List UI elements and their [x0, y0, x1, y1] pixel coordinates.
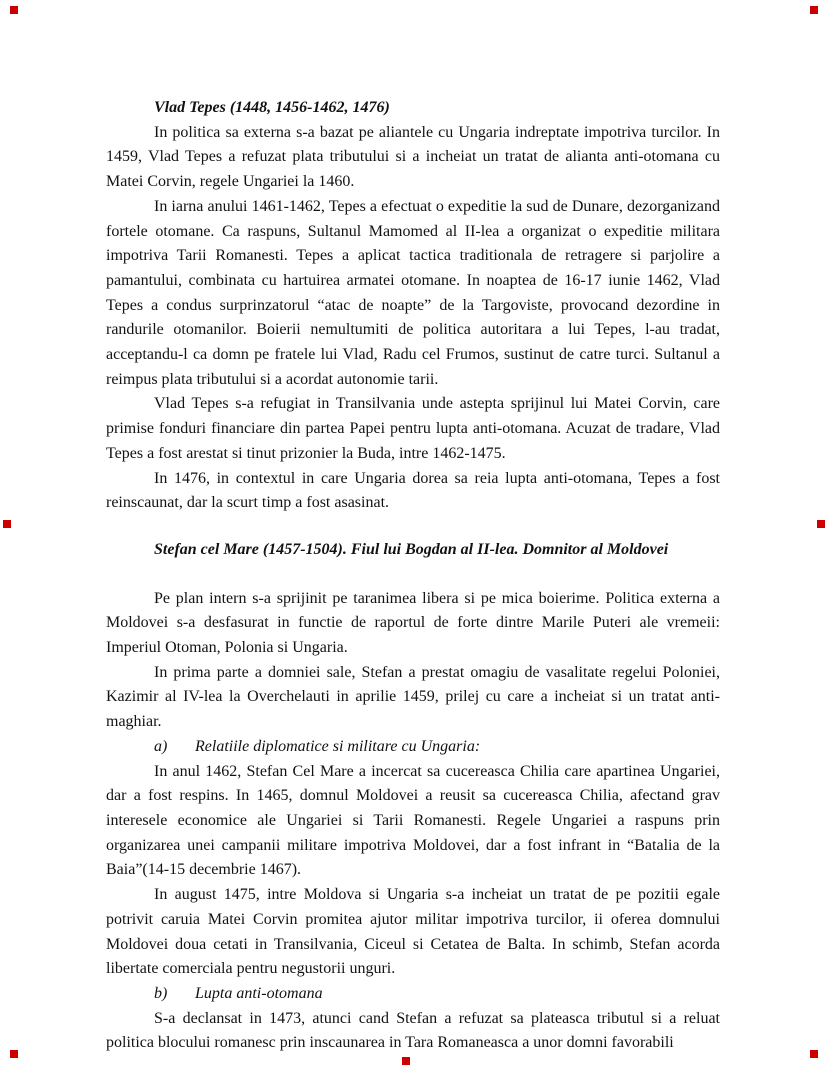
paragraph-vlad-1: In politica sa externa s-a bazat pe aliantele cu Ungaria indreptate impotriva turcilor. In 1459, Vlad Tepes a refuzat plata tributului si a incheiat un tratat de alianta anti-otomana cu Matei Corvin, regele Ungariei la 1460. — [106, 123, 720, 191]
paragraph-vlad-3: Vlad Tepes s-a refugiat in Transilvania unde astepta sprijinul lui Matei Corvin, care primise fonduri financiare din partea Papei pentru lupta anti-otomana. Acuzat de tradare, Vlad Tepes a fost arestat si tinut prizonier la Buda, intre 1462-1475. — [106, 395, 720, 462]
red-marker — [402, 1057, 410, 1065]
section-heading-stefan-cel-mare: Stefan cel Mare (1457-1504). Fiul lui Bogdan al II-lea. Domnitor al Moldovei — [154, 540, 669, 558]
paragraph-stefan-4: In august 1475, intre Moldova si Ungaria s-a incheiat un tratat de pe pozitii egale potrivit caruia Matei Corvin promitea ajutor militar impotriva turcilor, ii oferea domnului Moldovei doua cetati in Transilvania, Ciceul si Cetatea de Balta. In schimb, Stefan acorda libertate comerciala pentru negustorii unguri. — [106, 886, 720, 978]
list-item-b-marker: b) — [154, 984, 168, 1002]
paragraph-stefan-5: S-a declansat in 1473, atunci cand Stefan a refuzat sa plateasca tributul si a reluat politica blocului romanesc prin inscaunarea in Tara Romaneasca a unor domni favorabili — [106, 1009, 720, 1052]
list-item-a-marker: a) — [154, 737, 168, 755]
red-marker — [810, 1050, 818, 1058]
list-item-b-text: Lupta anti-otomana — [195, 984, 323, 1002]
section-heading-vlad-tepes: Vlad Tepes (1448, 1456-1462, 1476) — [154, 99, 390, 116]
red-marker — [10, 6, 18, 14]
red-marker — [817, 520, 825, 528]
red-marker — [3, 520, 11, 528]
paragraph-stefan-3: In anul 1462, Stefan Cel Mare a incercat sa cucereasca Chilia care apartinea Ungariei, dar a fost respins. In 1465, domnul Moldovei a reusit sa cucereasca Chilia, afectand grav interesele economice ale Ungariei si Tarii Romanesti. Regele Ungariei a raspuns prin organizarea unei campanii militare impotriva Moldovei, dar a fost infrant in “Batalia de la Baia”(14-15 decembrie 1467). — [106, 762, 720, 879]
list-item-a-text: Relatiile diplomatice si militare cu Ungaria: — [195, 737, 481, 755]
red-marker — [10, 1050, 18, 1058]
paragraph-vlad-4: In 1476, in contextul in care Ungaria dorea sa reia lupta anti-otomana, Tepes a fost reinscaunat, dar la scurt timp a fost asasinat. — [106, 469, 720, 512]
paragraph-stefan-2: In prima parte a domniei sale, Stefan a prestat omagiu de vasalitate regelui Poloniei, Kazimir al IV-lea la Overchelauti in aprilie 1459, prilej cu care a incheiat si un tratat anti-maghiar. — [106, 663, 720, 731]
paragraph-vlad-2: In iarna anului 1461-1462, Tepes a efectuat o expeditie la sud de Dunare, dezorganizand fortele otomane. Ca raspuns, Sultanul Mamomed al II-lea a organizat o expeditie militara impotriva Tarii Romanesti. Tepes a aplicat tactica traditionala de retragere si parjolire a pamantului, combinata cu hartuirea armatei otomane. In noaptea de 16-17 iunie 1462, Vlad Tepes a condus surprinzatorul “atac de noapte” de la Targoviste, provocand dezordine in randurile otomanilor. Boierii nemultumiti de politica autoritara a lui Tepes, l-au tradat, acceptandu-l ca domn pe fratele lui Vlad, Radu cel Frumos, sustinut de catre turci. Sultanul a reimpus plata tributului si a acordat autonomie tarii. — [106, 197, 720, 388]
red-marker — [810, 6, 818, 14]
paragraph-stefan-1: Pe plan intern s-a sprijinit pe taranimea libera si pe mica boierime. Politica externa a Moldovei s-a desfasurat in functie de raportul de forte dintre Marile Puteri ale vremeii: Imperiul Otoman, Polonia si Ungaria. — [106, 589, 720, 657]
list-item-b — [106, 982, 720, 1007]
list-item-a — [106, 735, 720, 760]
document-content — [106, 96, 720, 1056]
